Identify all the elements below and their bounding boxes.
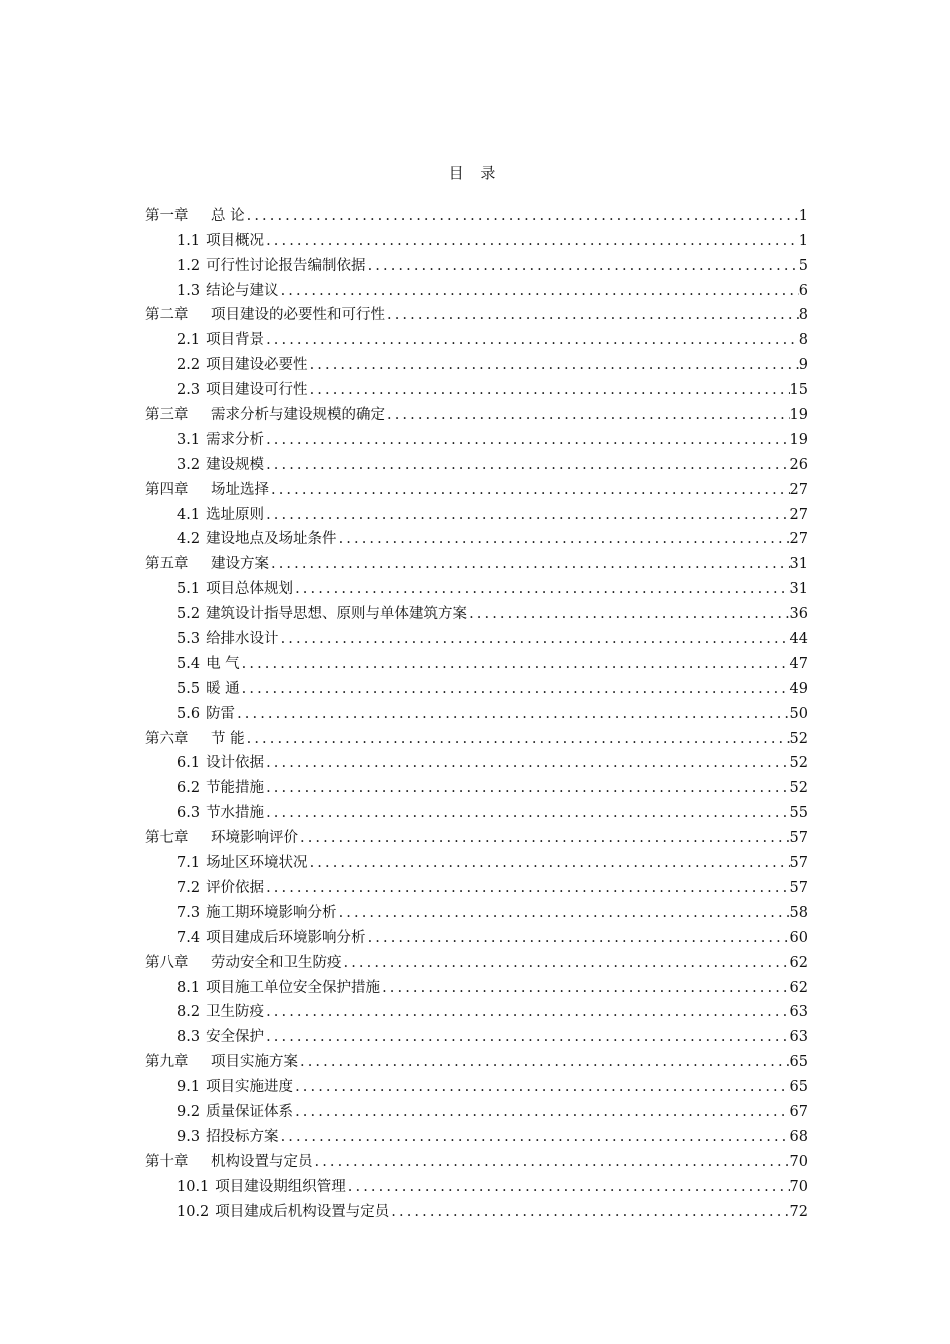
toc-entry-page-number: 31 <box>789 556 808 573</box>
toc-title: 目 录 <box>448 164 502 182</box>
toc-dot-leader <box>279 1128 790 1146</box>
toc-entry-number: 5.5 <box>177 680 201 697</box>
toc-chapter-entry[interactable] <box>145 474 808 499</box>
toc-dot-leader <box>269 555 790 573</box>
toc-section-entry[interactable] <box>145 673 808 698</box>
toc-entry-label: 项目建设必要性 <box>206 357 308 374</box>
toc-entry-page-number: 68 <box>789 1128 808 1145</box>
toc-entry-number: 7.4 <box>177 929 201 946</box>
toc-entry-number: 第九章 <box>145 1054 189 1071</box>
toc-entry-page-number: 65 <box>789 1054 808 1071</box>
toc-entry-label: 设计依据 <box>206 755 265 772</box>
toc-entry-number: 6.2 <box>177 780 201 797</box>
toc-entry-page-number: 15 <box>789 382 808 399</box>
toc-dot-leader <box>293 1103 789 1121</box>
toc-dot-leader <box>235 705 789 723</box>
toc-entry-number: 6.3 <box>177 805 201 822</box>
toc-dot-leader <box>264 506 789 524</box>
toc-entry-page-number: 52 <box>789 780 808 797</box>
toc-entry-number: 第七章 <box>145 830 189 847</box>
toc-section-entry[interactable] <box>145 524 808 549</box>
toc-section-entry[interactable] <box>145 648 808 673</box>
toc-dot-leader <box>264 1003 789 1021</box>
toc-entry-number: 第一章 <box>145 207 189 224</box>
toc-entry-label: 建设地点及场址条件 <box>206 531 337 548</box>
toc-entry-number: 1.2 <box>177 257 201 274</box>
toc-entry-label: 项目建成后机构设置与定员 <box>215 1203 390 1220</box>
toc-dot-leader <box>366 929 790 947</box>
toc-chapter-entry[interactable] <box>145 723 808 748</box>
toc-entry-page-number: 52 <box>789 730 808 747</box>
toc-section-entry[interactable] <box>145 897 808 922</box>
toc-entry-number: 10.1 <box>177 1178 210 1195</box>
toc-section-entry[interactable] <box>145 573 808 598</box>
toc-dot-leader <box>380 979 789 997</box>
toc-entry-label: 项目概况 <box>206 232 265 249</box>
toc-section-entry[interactable] <box>145 349 808 374</box>
toc-entry-label: 项目建设的必要性和可行性 <box>211 307 385 324</box>
toc-dot-leader <box>264 879 789 897</box>
toc-entry-label: 建设规模 <box>206 456 265 473</box>
toc-entry-page-number: 63 <box>789 1004 808 1021</box>
toc-dot-leader <box>467 605 789 623</box>
toc-chapter-entry[interactable] <box>145 548 808 573</box>
toc-entry-number: 4.2 <box>177 531 201 548</box>
toc-dot-leader <box>279 282 799 300</box>
toc-entry-number: 2.2 <box>177 357 201 374</box>
toc-entry-page-number: 8 <box>798 332 808 349</box>
toc-section-entry[interactable] <box>145 972 808 997</box>
toc-entry-number: 8.1 <box>177 979 201 996</box>
toc-entry-page-number: 8 <box>798 307 808 324</box>
toc-entry-page-number: 57 <box>789 879 808 896</box>
toc-entry-page-number: 63 <box>789 1029 808 1046</box>
toc-entry-page-number: 70 <box>789 1153 808 1170</box>
toc-entry-number: 第二章 <box>145 307 189 324</box>
toc-entry-page-number: 6 <box>798 282 808 299</box>
toc-section-entry[interactable] <box>145 275 808 300</box>
toc-section-entry[interactable] <box>145 1171 808 1196</box>
toc-entry-label: 防雷 <box>206 705 236 722</box>
toc-entry-page-number: 70 <box>789 1178 808 1195</box>
toc-entry-page-number: 58 <box>789 904 808 921</box>
toc-chapter-entry[interactable] <box>145 822 808 847</box>
toc-section-entry[interactable] <box>145 250 808 275</box>
toc-dot-leader <box>264 232 799 250</box>
toc-section-entry[interactable] <box>145 324 808 349</box>
toc-section-entry[interactable] <box>145 872 808 897</box>
toc-entry-number: 7.3 <box>177 904 201 921</box>
toc-entry-number: 第十章 <box>145 1153 189 1170</box>
toc-entry-label: 给排水设计 <box>206 631 279 648</box>
toc-dot-leader <box>240 680 790 698</box>
toc-entry-label: 施工期环境影响分析 <box>206 904 337 921</box>
toc-entry-number: 第四章 <box>145 481 189 498</box>
toc-entry-label: 卫生防疫 <box>206 1004 265 1021</box>
toc-entry-number: 第六章 <box>145 730 189 747</box>
toc-chapter-entry[interactable] <box>145 300 808 325</box>
toc-entry-label: 项目建设可行性 <box>206 382 308 399</box>
toc-dot-leader <box>308 356 799 374</box>
toc-entry-label: 选址原则 <box>206 506 265 523</box>
toc-entry-number: 9.1 <box>177 1079 201 1096</box>
toc-section-entry[interactable] <box>145 847 808 872</box>
toc-entry-page-number: 57 <box>789 830 808 847</box>
toc-dot-leader <box>385 306 799 324</box>
toc-section-entry[interactable] <box>145 374 808 399</box>
toc-section-entry[interactable] <box>145 997 808 1022</box>
toc-entry-label: 项目实施进度 <box>206 1079 294 1096</box>
toc-dot-leader <box>264 779 789 797</box>
toc-section-entry[interactable] <box>145 772 808 797</box>
toc-entry-number: 第三章 <box>145 407 189 424</box>
toc-dot-leader <box>264 804 789 822</box>
toc-entry-label: 建设方案 <box>211 556 269 573</box>
toc-chapter-entry[interactable] <box>145 1146 808 1171</box>
toc-dot-leader <box>313 1153 790 1171</box>
toc-section-entry[interactable] <box>145 1121 808 1146</box>
toc-dot-leader <box>346 1178 790 1196</box>
toc-entry-number: 7.1 <box>177 855 201 872</box>
toc-entry-number: 5.1 <box>177 581 201 598</box>
toc-entry-page-number: 27 <box>789 481 808 498</box>
toc-entry-page-number: 31 <box>789 581 808 598</box>
toc-entry-page-number: 19 <box>789 431 808 448</box>
toc-entry-number: 8.3 <box>177 1029 201 1046</box>
toc-dot-leader <box>293 1078 789 1096</box>
toc-entry-number: 4.1 <box>177 506 201 523</box>
toc-entry-label: 场址选择 <box>211 481 269 498</box>
toc-section-entry[interactable] <box>145 1096 808 1121</box>
toc-dot-leader <box>264 331 799 349</box>
toc-section-entry[interactable] <box>145 1071 808 1096</box>
toc-entry-label: 需求分析与建设规模的确定 <box>211 407 385 424</box>
toc-entry-label: 安全保护 <box>206 1029 265 1046</box>
toc-entry-label: 质量保证体系 <box>206 1103 294 1120</box>
toc-entry-number: 3.1 <box>177 431 201 448</box>
toc-entry-page-number: 62 <box>789 979 808 996</box>
toc-entry-label: 劳动安全和卫生防疫 <box>211 954 342 971</box>
toc-entry-page-number: 60 <box>789 929 808 946</box>
toc-dot-leader <box>298 829 790 847</box>
toc-entry-number: 5.3 <box>177 631 201 648</box>
toc-dot-leader <box>264 456 789 474</box>
toc-dot-leader <box>264 431 789 449</box>
toc-entry-page-number: 26 <box>789 456 808 473</box>
toc-entry-page-number: 36 <box>789 606 808 623</box>
toc-entry-label: 环境影响评价 <box>211 830 298 847</box>
toc-section-entry[interactable] <box>145 922 808 947</box>
toc-dot-leader <box>245 207 799 225</box>
toc-entry-page-number: 44 <box>789 631 808 648</box>
toc-section-entry[interactable] <box>145 449 808 474</box>
toc-dot-leader <box>366 257 799 275</box>
toc-entry-number: 5.6 <box>177 705 201 722</box>
toc-section-entry[interactable] <box>145 1196 808 1221</box>
toc-dot-leader <box>337 530 790 548</box>
toc-entry-page-number: 72 <box>789 1203 808 1220</box>
toc-entry-label: 可行性讨论报告编制依据 <box>206 257 366 274</box>
toc-dot-leader <box>293 580 789 598</box>
toc-section-entry[interactable] <box>145 698 808 723</box>
toc-dot-leader <box>385 406 790 424</box>
toc-chapter-entry[interactable] <box>145 200 808 225</box>
toc-entry-number: 2.1 <box>177 332 201 349</box>
toc-entry-number: 7.2 <box>177 879 201 896</box>
toc-entry-label: 暖 通 <box>206 680 240 697</box>
toc-entry-page-number: 5 <box>798 257 808 274</box>
toc-entry-label: 机构设置与定员 <box>211 1153 313 1170</box>
table-of-contents <box>145 200 808 1221</box>
toc-entry-number: 6.1 <box>177 755 201 772</box>
toc-entry-label: 节能措施 <box>206 780 265 797</box>
toc-dot-leader <box>389 1203 789 1221</box>
toc-entry-label: 总 论 <box>211 207 245 224</box>
toc-entry-number: 10.2 <box>177 1203 210 1220</box>
toc-dot-leader <box>308 854 790 872</box>
toc-section-entry[interactable] <box>145 623 808 648</box>
toc-entry-number: 第五章 <box>145 556 189 573</box>
toc-dot-leader <box>337 904 790 922</box>
toc-entry-page-number: 1 <box>798 232 808 249</box>
toc-entry-page-number: 65 <box>789 1079 808 1096</box>
toc-entry-label: 节水措施 <box>206 805 265 822</box>
toc-entry-page-number: 19 <box>789 407 808 424</box>
toc-entry-number: 8.2 <box>177 1004 201 1021</box>
toc-entry-page-number: 57 <box>789 855 808 872</box>
toc-chapter-entry[interactable] <box>145 399 808 424</box>
toc-entry-number: 5.2 <box>177 606 201 623</box>
toc-entry-label: 项目施工单位安全保护措施 <box>206 979 381 996</box>
toc-entry-page-number: 27 <box>789 531 808 548</box>
toc-dot-leader <box>240 655 790 673</box>
toc-dot-leader <box>298 1053 790 1071</box>
toc-section-entry[interactable] <box>145 1021 808 1046</box>
toc-dot-leader <box>308 381 790 399</box>
toc-entry-page-number: 27 <box>789 506 808 523</box>
toc-section-entry[interactable] <box>145 225 808 250</box>
toc-section-entry[interactable] <box>145 748 808 773</box>
toc-entry-label: 项目建设期组织管理 <box>215 1178 346 1195</box>
toc-entry-number: 5.4 <box>177 655 201 672</box>
toc-entry-number: 2.3 <box>177 382 201 399</box>
toc-section-entry[interactable] <box>145 499 808 524</box>
toc-entry-label: 电 气 <box>206 655 240 672</box>
toc-entry-label: 项目总体规划 <box>206 581 294 598</box>
toc-chapter-entry[interactable] <box>145 947 808 972</box>
toc-entry-page-number: 52 <box>789 755 808 772</box>
toc-entry-label: 项目背景 <box>206 332 265 349</box>
toc-dot-leader <box>264 754 789 772</box>
toc-section-entry[interactable] <box>145 424 808 449</box>
toc-dot-leader <box>269 481 790 499</box>
toc-entry-label: 评价依据 <box>206 879 265 896</box>
toc-entry-label: 需求分析 <box>206 431 265 448</box>
toc-entry-number: 1.3 <box>177 282 201 299</box>
toc-entry-page-number: 47 <box>789 655 808 672</box>
toc-entry-page-number: 9 <box>798 357 808 374</box>
toc-entry-label: 建筑设计指导思想、原则与单体建筑方案 <box>206 606 468 623</box>
toc-entry-label: 节 能 <box>211 730 245 747</box>
toc-entry-page-number: 62 <box>789 954 808 971</box>
toc-entry-page-number: 49 <box>789 680 808 697</box>
toc-entry-page-number: 50 <box>789 705 808 722</box>
toc-entry-label: 场址区环境状况 <box>206 855 308 872</box>
toc-entry-page-number: 1 <box>798 207 808 224</box>
toc-chapter-entry[interactable] <box>145 1046 808 1071</box>
toc-entry-page-number: 67 <box>789 1103 808 1120</box>
toc-dot-leader <box>279 630 790 648</box>
toc-entry-label: 项目建成后环境影响分析 <box>206 929 366 946</box>
toc-section-entry[interactable] <box>145 797 808 822</box>
toc-entry-number: 9.2 <box>177 1103 201 1120</box>
toc-entry-number: 9.3 <box>177 1128 201 1145</box>
toc-entry-label: 结论与建议 <box>206 282 279 299</box>
toc-entry-label: 招投标方案 <box>206 1128 279 1145</box>
toc-entry-number: 第八章 <box>145 954 189 971</box>
toc-section-entry[interactable] <box>145 598 808 623</box>
toc-dot-leader <box>245 730 790 748</box>
toc-entry-label: 项目实施方案 <box>211 1054 298 1071</box>
toc-entry-number: 1.1 <box>177 232 201 249</box>
toc-dot-leader <box>342 954 790 972</box>
toc-dot-leader <box>264 1028 789 1046</box>
toc-entry-page-number: 55 <box>789 805 808 822</box>
toc-entry-number: 3.2 <box>177 456 201 473</box>
